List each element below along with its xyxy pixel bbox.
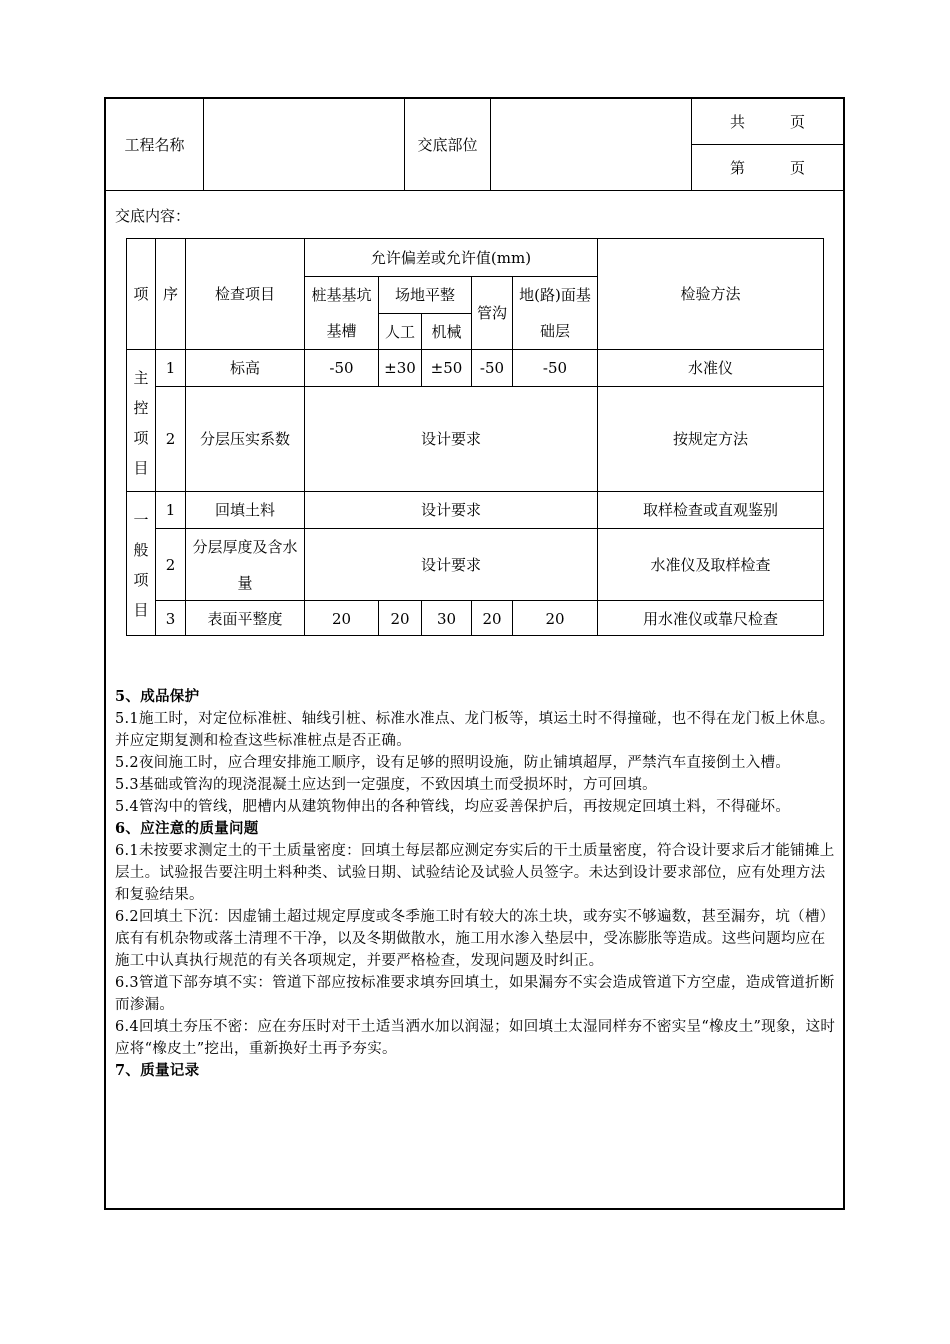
- paragraph-6-1: 6.1未按要求测定土的干土质量密度：回填土每层都应测定夯实后的干土质量密度，符合设计要求后才能铺摊上层土。试验报告要注明土料种类、试验日期、试验结论及试验人员签字。未达到设计要求部位，应有处理方法和复验结果。: [115, 843, 835, 903]
- sub-site-header: 场地平整: [394, 286, 455, 304]
- sub-machine-header: 机械: [431, 322, 462, 341]
- project-name-value[interactable]: [204, 99, 404, 190]
- sub-manual-header: 人工: [384, 322, 415, 341]
- paragraph-5-1: 5.1施工时，对定位标准桩、轴线引桩、标准水准点、龙门板等，填运土时不得撞碰，也不得在龙门板上休息。并应定期复测和检查这些标准桩点是否正确。: [115, 711, 835, 749]
- text-sections: [115, 686, 837, 1082]
- section-7-title: 7、质量记录: [115, 1062, 200, 1079]
- paragraph-6-3: 6.3管道下部夯填不实：管道下部应按标准要求填夯回填土，如果漏夯不实会造成管道下方空虚，造成管道折断而渗漏。: [115, 975, 835, 1013]
- sub-ground-header: 地(路)面基础层: [519, 286, 591, 340]
- sub-pile-header: 桩基基坑基槽: [311, 286, 372, 340]
- sub-trench-header: 管沟: [476, 304, 507, 322]
- col-item-header: 项: [133, 285, 149, 303]
- paragraph-6-4: 6.4回填土夯压不密：应在夯压时对干土适当洒水加以润湿；如回填土太湿同样夯不密实呈“橡皮土”现象，这时应将“橡皮土”挖出，重新换好土再予夯实。: [115, 1019, 836, 1057]
- handover-location-value[interactable]: [491, 99, 691, 190]
- col-check-item-header: 检查项目: [214, 285, 275, 303]
- content-label: 交底内容：: [115, 207, 191, 225]
- col-tolerance-header: 允许偏差或允许值(mm): [370, 248, 532, 267]
- project-name-label: 工程名称: [124, 135, 185, 154]
- col-seq-header: 序: [162, 285, 178, 303]
- section-6-title: 6、应注意的质量问题: [115, 820, 259, 837]
- handover-location-label: 交底部位: [417, 135, 478, 154]
- group-general-label: 一 般 项 目: [133, 511, 149, 619]
- header-bottom-line: [104, 190, 845, 191]
- col-method-header: 检验方法: [680, 285, 741, 303]
- paragraph-5-3: 5.3基础或管沟的现浇混凝土应达到一定强度，不致因填土而受损坏时，方可回填。: [115, 777, 657, 793]
- total-pages-label: 共 页: [729, 112, 805, 131]
- paragraph-6-2: 6.2回填土下沉：因虚铺土超过规定厚度或冬季施工时有较大的冻土块，或夯实不够遍数，甚至漏夯，坑（槽）底有有机杂物或落土清理不干净，以及冬期做散水，施工用水渗入垫层中，受冻膨胀等造成。这些问题均应在施工中认真执行规范的有关各项规定，并要严格检查，发现问题及时纠正。: [115, 909, 835, 969]
- section-5-title: 5、成品保护: [115, 688, 200, 705]
- paragraph-5-2: 5.2夜间施工时，应合理安排施工顺序，设有足够的照明设施，防止铺填超厚，严禁汽车直接倒土入槽。: [115, 755, 791, 771]
- group-main-label: 主 控 项 目: [133, 368, 149, 477]
- paragraph-5-4: 5.4管沟中的管线，肥槽内从建筑物伸出的各种管线，均应妥善保护后，再按规定回填土料，不得碰坏。: [115, 799, 791, 815]
- page-number-label: 第 页: [729, 158, 805, 177]
